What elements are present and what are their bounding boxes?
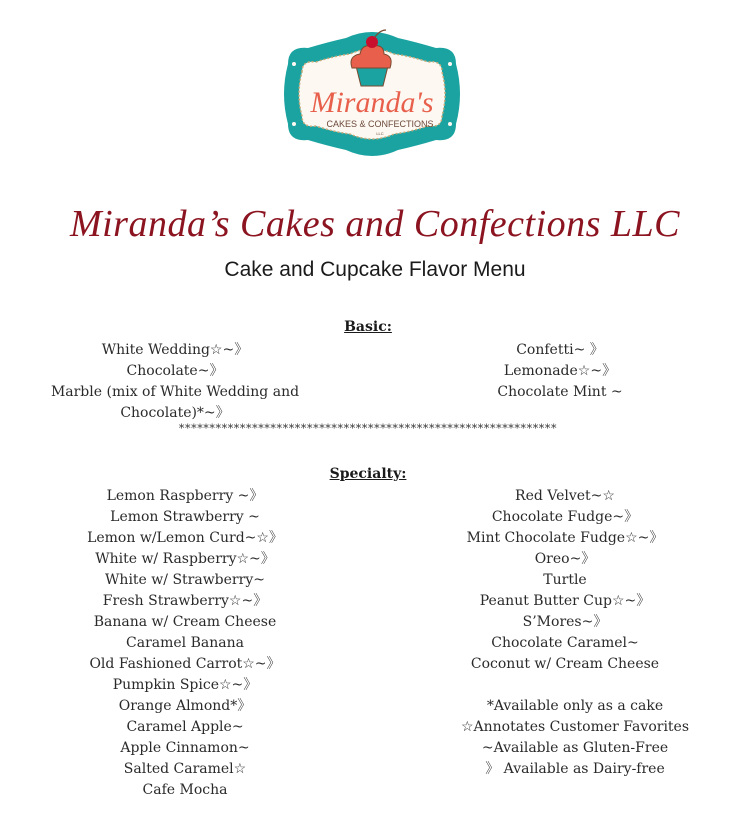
legend-item-dairy-free: 》 Available as Dairy-free (485, 761, 665, 777)
flavor-item: Apple Cinnamon~ (120, 740, 250, 756)
legend (430, 696, 720, 780)
flavor-item: Old Fashioned Carrot☆~》 (89, 656, 281, 672)
legend-item-favorites: ☆Annotates Customer Favorites (460, 719, 690, 735)
flavor-item: Oreo~》 (534, 551, 596, 567)
flavor-item: Lemon w/Lemon Curd~☆》 (87, 530, 283, 546)
flavor-item: Turtle (543, 572, 587, 588)
flavor-item: Red Velvet~☆ (515, 488, 615, 504)
specialty-right-list (440, 486, 690, 675)
flavor-item: Marble (mix of White Wedding and (50, 384, 300, 400)
flavor-item: White Wedding☆~》 (101, 342, 249, 358)
flavor-item: White w/ Strawberry~ (105, 572, 265, 588)
flavor-item: Caramel Apple~ (126, 719, 244, 735)
flavor-item: Chocolate)*~》 (120, 405, 230, 421)
flavor-item: S’Mores~》 (522, 614, 608, 630)
flavor-item: Orange Almond*》 (118, 698, 252, 714)
basic-heading: Basic: (344, 319, 392, 335)
flavor-item: Salted Caramel☆ (123, 761, 247, 777)
basic-right-list (460, 340, 660, 403)
menu-subtitle: Cake and Cupcake Flavor Menu (224, 258, 526, 281)
flavor-item: Chocolate Caramel~ (491, 635, 639, 651)
flavor-item: Chocolate Mint ~ (497, 384, 623, 400)
flavor-item: Caramel Banana (126, 635, 244, 651)
flavor-item: White w/ Raspberry☆~》 (95, 551, 275, 567)
flavor-item: Pumpkin Spice☆~》 (112, 677, 258, 693)
flavor-item: Lemon Raspberry ~》 (106, 488, 264, 504)
cupcake-logo-icon (268, 24, 476, 164)
svg-text:LLC: LLC (376, 131, 384, 136)
flavor-item: Mint Chocolate Fudge☆~》 (466, 530, 664, 546)
svg-text:Miranda's: Miranda's (310, 86, 434, 119)
specialty-left-list (60, 486, 310, 801)
flavor-item: Lemonade☆~》 (503, 363, 617, 379)
legend-item-gluten-free: ~Available as Gluten-Free (481, 740, 669, 756)
company-logo (268, 24, 476, 164)
flavor-item: Peanut Butter Cup☆~》 (479, 593, 651, 609)
flavor-item: Chocolate Fudge~》 (491, 509, 639, 525)
specialty-heading: Specialty: (329, 466, 407, 482)
flavor-item: Confetti~ 》 (516, 342, 604, 358)
company-name-title: Miranda’s Cakes and Confections LLC (69, 203, 681, 245)
flavor-item: Cafe Mocha (142, 782, 228, 798)
flavor-item: Lemon Strawberry ~ (110, 509, 260, 525)
flavor-item: Chocolate~》 (126, 363, 224, 379)
flavor-item: Coconut w/ Cream Cheese (470, 656, 660, 672)
legend-item-cake-only: *Available only as a cake (486, 698, 664, 714)
flavor-item: Fresh Strawberry☆~》 (102, 593, 268, 609)
svg-text:CAKES & CONFECTIONS: CAKES & CONFECTIONS (326, 119, 434, 129)
flavor-item: Banana w/ Cream Cheese (93, 614, 277, 630)
section-separator: ************************************************************** (178, 422, 558, 435)
basic-left-list (40, 340, 310, 424)
